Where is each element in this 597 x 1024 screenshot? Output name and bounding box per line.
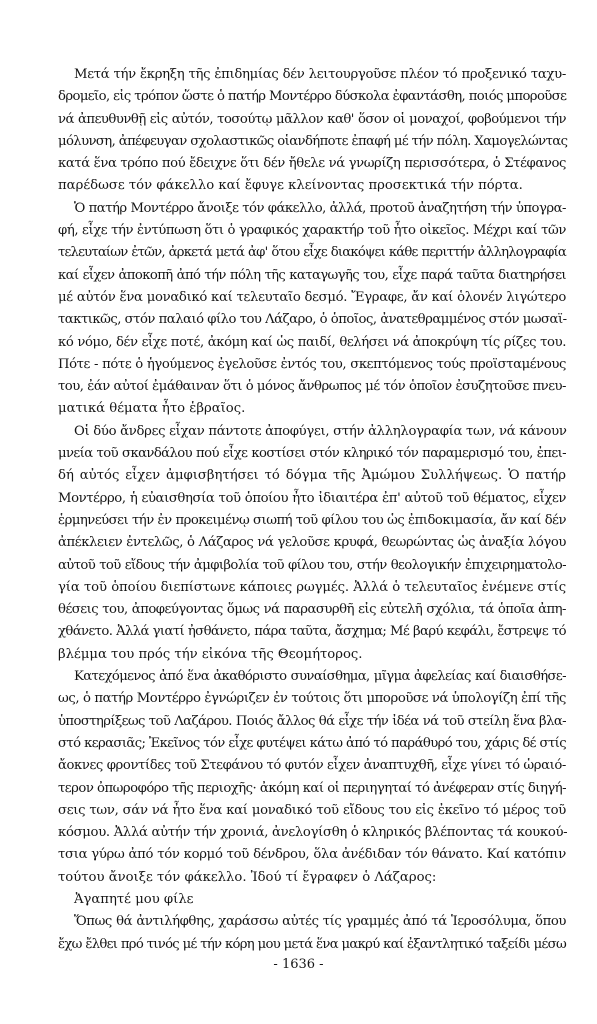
text-line: κατά ἕνα τρόπο πού ἔδειχνε ὅτι δέν ἤθελε νά γνωρίζη περισσότερα, ὁ Στέφανος	[58, 156, 566, 172]
text-line: τούτου ἄνοιξε τόν φάκελλο. Ἰδού τί ἔγραφεν ὁ Λάζαρος:	[58, 869, 437, 885]
paragraph-3	[58, 421, 566, 666]
text-line: ὑποστηρίξεως τοῦ Λαζάρου. Ποιός ἄλλος θά εἶχε τήν ἰδέα νά τοῦ στείλη ἕνα βλα-	[58, 713, 566, 729]
text-line: Ἀγαπητέ μου φίλε	[74, 891, 194, 907]
text-line: θέσεις του, ἀποφεύγοντας ὅμως νά παρασυρθῆ εἰς εὐτελῆ σχόλια, τά ὁποῖα ἀπη-	[58, 602, 566, 618]
text-line: σεις των, σάν νά ἦτο ἕνα καί μοναδικό τοῦ εἴδους του εἰς ἐκεῖνο τό μέρος τοῦ	[58, 802, 566, 818]
text-line: αὐτοῦ τοῦ εἴδους τήν ἀμφιβολία τοῦ φίλου του, στήν θεολογικήν ἐπιχειρηματολο-	[58, 557, 566, 573]
text-line: ἔχω ἔλθει πρό τινός μέ τήν κόρη μου μετά ἕνα μακρύ καί ἐξαντλητικό ταξείδι μέσω	[58, 936, 566, 952]
text-line: Ὅπως θά ἀντιλήφθης, χαράσσω αὐτές τίς γραμμές ἀπό τά Ἱεροσόλυμα, ὅπου	[74, 914, 566, 930]
text-line: ἑρμηνεύσει τήν ἐν προκειμένῳ σιωπή τοῦ φίλου του ὡς ἐπιδοκιμασία, ἄν καί δέν	[58, 512, 566, 528]
paragraph-1	[58, 64, 566, 198]
letter-salutation	[58, 889, 566, 911]
text-line: μόλυνση, ἀπέφευγαν σχολαστικῶς οἱανδήποτε ἐπαφή μέ τήν πόλη. Χαμογελώντας	[58, 133, 568, 149]
text-line: τακτικῶς, στόν παλαιό φίλο του Λάζαρο, ὁ ὁποῖος, ἀνατεθραμμένος στόν μωσαϊ-	[58, 312, 567, 328]
paragraph-4	[58, 666, 566, 889]
text-line: ως, ὁ πατήρ Μοντέρρο ἐγνώριζεν ἐν τούτοις ὅτι μποροῦσε νά ὑπολογίζη ἐπί τῆς	[58, 691, 566, 707]
text-line: μνεία τοῦ σκανδάλου πού εἶχε κοστίσει στόν κληρικό τόν παραμερισμό του, ἐπει-	[58, 446, 566, 462]
text-line: νά ἀπευθυνθῇ εἰς αὐτόν, τοσούτῳ μᾶλλον καθ' ὅσον οἱ μοναχοί, φοβούμενοι τήν	[58, 111, 566, 127]
text-line: τερον ὀπωροφόρο τῆς περιοχῆς· ἀκόμη καί οἱ περιηγηταί τό ἀνέφεραν στίς διηγή-	[58, 780, 567, 796]
text-line: γία τοῦ ὁποίου διεπίστωνε κάποιες ρωγμές. Ἀλλά ὁ τελευταῖος ἐνέμενε στίς	[58, 579, 566, 595]
text-line: του, ἐάν αὐτοί ἐμάθαιναν ὅτι ὁ μόνος ἄνθρωπος μέ τόν ὁποῖον ἐσυζητοῦσε πνευ-	[58, 379, 566, 395]
text-line: ματικά θέματα ἦτο ἑβραῖος.	[58, 401, 246, 417]
text-line: βλέμμα του πρός τήν εἰκόνα τῆς Θεομήτορος.	[58, 646, 363, 662]
text-line: στό κερασιᾶς; Ἐκεῖνος τόν εἶχε φυτέψει κάτω ἀπό τό παράθυρό του, χάρις δέ στίς	[58, 735, 566, 751]
text-line: Μετά τήν ἔκρηξη τῆς ἐπιδημίας δέν λειτουργοῦσε πλέον τό προξενικό ταχυ-	[74, 67, 566, 82]
text-line: δή αὐτός εἶχεν ἀμφισβητήσει τό δόγμα τῆς Ἀμώμου Συλλήψεως. Ὁ πατήρ	[58, 468, 566, 484]
paragraph-2	[58, 198, 566, 421]
text-line: τσια γύρω ἀπό τόν κορμό τοῦ δένδρου, ὅλα ἀνέδιδαν τόν θάνατο. Καί κατόπιν	[58, 847, 566, 863]
text-line: Μοντέρρο, ἡ εὐαισθησία τοῦ ὁποίου ἦτο ἰδιαιτέρα ἐπ' αὐτοῦ τοῦ θέματος, εἶχεν	[58, 490, 566, 506]
text-line: Πότε - πότε ὁ ἡγούμενος ἐγελοῦσε ἐντός του, σκεπτόμενος τούς προϊσταμένους	[58, 356, 566, 372]
text-line: κό νόμο, δέν εἶχε ποτέ, ἀκόμη καί ὡς παιδί, θελήσει νά ἀποκρύψη τίς ρίζες του.	[58, 334, 566, 350]
document-page	[58, 64, 566, 956]
text-line: ἄοκνες φροντίδες τοῦ Στεφάνου τό φυτόν εἶχεν ἀναπτυχθῆ, εἶχε γίνει τό ὡραιό-	[58, 758, 566, 774]
text-line: φή, εἶχε τήν ἐντύπωση ὅτι ὁ γραφικός χαρακτήρ τοῦ ἦτο οἰκεῖος. Μέχρι καί τῶν	[58, 223, 566, 239]
text-line: Ὁ πατήρ Μοντέρρο ἄνοιξε τόν φάκελλο, ἀλλά, προτοῦ ἀναζητήση τήν ὑπογρα-	[74, 200, 566, 216]
text-line: χθάνετο. Ἀλλά γιατί ἠσθάνετο, πάρα ταῦτα, ἄσχημα; Μέ βαρύ κεφάλι, ἔστρεψε τό	[58, 624, 566, 640]
text-line: ἀπέκλειεν ἐντελῶς, ὁ Λάζαρος νά γελοῦσε κρυφά, θεωρώντας ὡς ἀναξία λόγου	[58, 535, 566, 551]
paragraph-6	[58, 911, 566, 956]
text-line: δρομεῖο, εἰς τρόπον ὥστε ὁ πατήρ Μοντέρρο δύσκολα ἐφαντάσθη, ποιός μποροῦσε	[58, 89, 567, 105]
page-number: - 1636 -	[273, 957, 324, 972]
text-line: παρέδωσε τόν φάκελλο καί ἔφυγε κλείνοντας προσεκτικά τήν πόρτα.	[58, 178, 523, 194]
text-line: Οἱ δύο ἄνδρες εἶχαν πάντοτε ἀποφύγει, στήν ἀλληλογραφία των, νά κάνουν	[74, 423, 567, 439]
text-line: τελευταίων ἐτῶν, ἀρκετά μετά ἀφ' ὅτου εἶχε διακόψει κάθε περιττήν ἀλληλογραφία	[58, 245, 566, 261]
text-line: Κατεχόμενος ἀπό ἕνα ἀκαθόριστο συναίσθημα, μῖγμα ἀφελείας καί διαισθήσε-	[74, 669, 566, 685]
text-line: κόσμου. Ἀλλά αὐτήν τήν χρονιά, ἀνελογίσθη ὁ κληρικός βλέποντας τά κουκού-	[58, 825, 568, 841]
text-line: μέ αὐτόν ἕνα μοναδικό καί τελευταῖο δεσμό. Ἔγραφε, ἄν καί ὁλονέν λιγώτερο	[58, 289, 566, 305]
text-line: καί εἶχεν ἀποκοπῆ ἀπό τήν πόλη τῆς καταγωγῆς του, εἶχε παρά ταῦτα διατηρήσει	[58, 267, 566, 283]
